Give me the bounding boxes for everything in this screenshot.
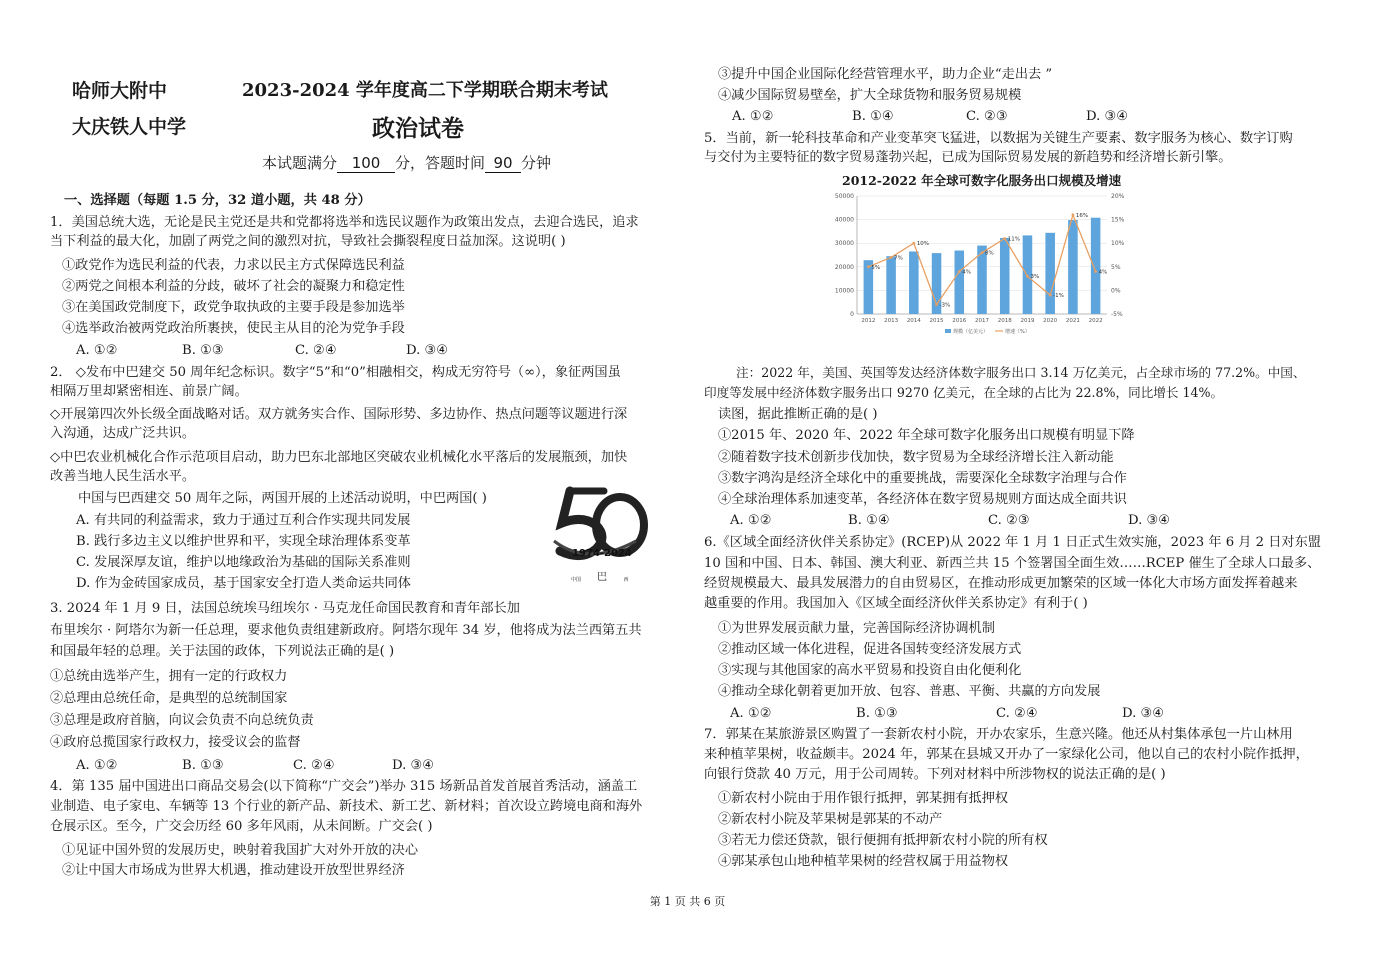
q4-option: ④减少国际贸易壁垒，扩大全球货物和服务贸易规模 xyxy=(718,88,1022,103)
growth-label: 16% xyxy=(1075,212,1089,219)
q5-stem: 与交付为主要特征的数字贸易蓬勃兴起，已成为国际贸易发展的新趋势和经济增长新引擎。 xyxy=(704,150,1232,165)
q5-choice-a: A. ①② xyxy=(730,513,772,528)
q5-note: 印度等发展中经济体数字服务出口 9270 亿美元，在全球的占比为 22.8%，同比增长 14%。 xyxy=(704,385,1224,400)
q2-text: 入沟通，达成广泛共识。 xyxy=(50,426,196,441)
q3-choice-c: C. ②④ xyxy=(293,758,335,773)
growth-point xyxy=(981,251,984,254)
q3-stem: 3. 2024 年 1 月 9 日，法国总统埃马纽埃尔 · 马克龙任命国民教育和青年部长加 xyxy=(50,601,520,616)
x-tick-label: 2022 xyxy=(1088,318,1103,324)
growth-point xyxy=(912,242,915,245)
q2-question: 中国与巴西建交 50 周年之际，两国开展的上述活动说明，中巴两国( ) xyxy=(78,491,487,506)
q3-stem: 布里埃尔 · 阿塔尔为新一任总理，要求他负责组建新政府。阿塔尔现年 34 岁，他将成为法兰西第五共 xyxy=(50,623,642,638)
y-tick-label: 0 xyxy=(850,311,854,318)
q4-option: ①见证中国外贸的发展历史，映射着我国扩大对外开放的决心 xyxy=(62,843,419,858)
exam-time: 90 xyxy=(485,154,521,173)
q7-stem: 来种植苹果树，收益颇丰。2024 年，郭某在县城又开办了一家绿化公司，他以自己的农村小院作抵押， xyxy=(704,747,1309,762)
x-tick-label: 2017 xyxy=(975,318,989,324)
q3-stem: 和国最年轻的总理。关于法国的政体，下列说法正确的是( ) xyxy=(50,644,395,659)
bar xyxy=(886,256,896,314)
growth-point xyxy=(958,270,961,273)
q3-choice-a: A. ①② xyxy=(76,758,118,773)
q6-stem: 10 国和中国、日本、韩国、澳大利亚、新西兰共 15 个签署国全面生效……RCEP 催生了全球人口最多、 xyxy=(704,556,1321,571)
q2-text: 2． ◇发布中巴建交 50 周年纪念标识。数字“5”和“0”相融相交，构成无穷符号（∞），象征两国虽 xyxy=(50,365,621,380)
q6-choice-d: D. ③④ xyxy=(1122,706,1165,721)
q6-option: ③实现与其他国家的高水平贸易和投资自由化便利化 xyxy=(718,663,1022,678)
y-tick-label: 30000 xyxy=(834,240,854,248)
q3-option: ②总理由总统任命，是典型的总统制国家 xyxy=(50,691,288,706)
growth-label: 8% xyxy=(985,250,994,257)
x-tick-label: 2013 xyxy=(884,318,899,324)
q4-stem: 业制造、电子家电、车辆等 13 个行业的新产品、新技术、新工艺、新材料；首次设立跨境电商和海外 xyxy=(50,799,643,814)
q4-choice-a: A. ①② xyxy=(732,109,774,124)
growth-label: 4% xyxy=(1098,269,1108,276)
q6-stem: 越重要的作用。我国加入《区域全面经济伙伴关系协定》有利于( ) xyxy=(704,596,1088,611)
y2-tick-label: 20% xyxy=(1111,193,1125,200)
y2-tick-label: 10% xyxy=(1111,240,1125,248)
q2-text: ◇开展第四次外长级全面战略对话。双方就务实合作、国际形势、多边协作、热点问题等议题进行深 xyxy=(50,407,628,422)
exam-title: 2023-2024 学年度高二下学期联合期末考试 xyxy=(242,80,608,101)
x-tick-label: 2016 xyxy=(952,318,967,324)
q4-choice-b: B. ①④ xyxy=(852,109,894,124)
growth-point xyxy=(1003,237,1006,240)
y-tick-label: 20000 xyxy=(834,263,854,271)
logo-text-left: 中国 xyxy=(570,577,582,583)
q1-choice-d: D. ③④ xyxy=(406,343,449,358)
q2-choice-c: C. 发展深厚友谊，维护以地缘政治为基础的国际关系准则 xyxy=(76,555,411,570)
q3-option: ①总统由选举产生，拥有一定的行政权力 xyxy=(50,669,288,684)
q5-option: ④全球治理体系加速变革，各经济体在数字贸易规则方面达成全面共识 xyxy=(718,492,1127,507)
legend-label-line: 增速（%） xyxy=(1005,329,1030,335)
q4-choice-d: D. ③④ xyxy=(1086,109,1129,124)
q6-choice-b: B. ①③ xyxy=(856,706,898,721)
growth-point xyxy=(867,265,870,268)
chart-bars xyxy=(864,218,1101,314)
growth-label: 10% xyxy=(916,241,930,248)
q2-text: 相隔万里却紧密相连、前景广阔。 xyxy=(50,384,248,399)
q5-stem: 5．当前，新一轮科技革命和产业变革突飞猛进，以数据为关键生产要素、数字服务为核心、数字订购 xyxy=(704,131,1293,146)
x-tick-label: 2015 xyxy=(929,318,944,324)
q4-stem: 仓展示区。至今，广交会历经 60 多年风雨，从未间断。广交会( ) xyxy=(50,819,433,834)
page-footer: 第 1 页 共 6 页 xyxy=(649,895,726,908)
logo-text-right: 西 xyxy=(623,577,629,583)
q3-choice-d: D. ③④ xyxy=(392,758,435,773)
growth-point xyxy=(1072,213,1075,216)
growth-point xyxy=(935,303,938,306)
growth-label: 4% xyxy=(962,269,972,276)
q3-option: ③总理是政府首脑，向议会负责不向总统负责 xyxy=(50,713,314,728)
q4-option: ③提升中国企业国际化经营管理水平，助力企业“走出去 ” xyxy=(718,67,1053,82)
q1-option: ①政党作为选民利益的代表，力求以民主方式保障选民利益 xyxy=(62,258,405,273)
growth-point xyxy=(1026,275,1029,278)
q5-note: 注：2022 年，美国、英国等发达经济体数字服务出口 3.14 万亿美元，占全球市场的 77.2%。中国、 xyxy=(736,365,1306,380)
q7-option: ④郭某承包山地种植苹果树的经营权属于用益物权 xyxy=(718,854,1009,869)
bar xyxy=(1068,220,1078,314)
anniversary-logo xyxy=(548,485,656,593)
q2-choice-b: B. 践行多边主义以维护世界和平，实现全球治理体系变革 xyxy=(76,534,411,549)
x-tick-label: 2021 xyxy=(1065,318,1080,324)
q7-option: ③若无力偿还贷款，银行便拥有抵押新农村小院的所有权 xyxy=(718,833,1048,848)
q7-option: ①新农村小院由于用作银行抵押，郭某拥有抵押权 xyxy=(718,791,1009,806)
logo-years: 1974-2024 xyxy=(572,548,632,559)
q3-option: ④政府总揽国家行政权力，接受议会的监督 xyxy=(50,735,301,750)
q2-choice-d: D. 作为金砖国家成员，基于国家安全打造人类命运共同体 xyxy=(76,576,411,591)
q1-stem: 当下利益的最大化，加剧了两党之间的激烈对抗，导致社会撕裂程度日益加深。这说明( ) xyxy=(50,234,566,249)
q2-text: 改善当地人民生活水平。 xyxy=(50,469,196,484)
q5-question: 读图，据此推断正确的是( ) xyxy=(718,407,878,422)
q5-choice-b: B. ①④ xyxy=(848,513,890,528)
growth-label: 3% xyxy=(1030,274,1040,281)
bar xyxy=(955,251,965,314)
q6-option: ①为世界发展贡献力量，完善国际经济协调机制 xyxy=(718,621,995,636)
q5-choice-d: D. ③④ xyxy=(1128,513,1171,528)
y-tick-label: 50000 xyxy=(834,193,854,200)
q1-option: ②两党之间根本利益的分歧，破坏了社会的凝聚力和稳定性 xyxy=(62,279,405,294)
q7-stem: 向银行贷款 40 万元，用于公司周转。下列对材料中所涉物权的说法正确的是( ) xyxy=(704,767,1166,782)
q7-option: ②新农村小院及苹果树是郭某的不动产 xyxy=(718,812,943,827)
q1-choice-a: A. ①② xyxy=(76,343,118,358)
q1-stem: 1．美国总统大选，无论是民主党还是共和党都将选举和选民议题作为政策出发点，去迎合选民，追求 xyxy=(50,215,639,230)
export-chart xyxy=(825,188,1135,338)
bar xyxy=(1091,218,1101,314)
growth-label: -1% xyxy=(1053,293,1064,300)
school-name-1: 哈师大附中 xyxy=(72,80,168,102)
q1-choice-b: B. ①③ xyxy=(182,343,224,358)
q1-option: ③在美国政党制度下，政党争取执政的主要手段是参加选举 xyxy=(62,300,405,315)
q5-choice-c: C. ②③ xyxy=(988,513,1030,528)
x-tick-label: 2012 xyxy=(861,318,876,324)
q4-stem: 4．第 135 届中国进出口商品交易会(以下简称“广交会”)举办 315 场新品首发首展首秀活动，涵盖工 xyxy=(50,779,638,794)
q6-choice-a: A. ①② xyxy=(730,706,772,721)
y-tick-label: 40000 xyxy=(834,216,854,224)
q2-choice-a: A. 有共同的利益需求，致力于通过互利合作实现共同发展 xyxy=(76,513,411,528)
growth-point xyxy=(1094,270,1097,273)
school-name-2: 大庆铁人中学 xyxy=(72,116,187,138)
growth-point xyxy=(890,256,893,259)
q6-option: ④推动全球化朝着更加开放、包容、普惠、平衡、共赢的方向发展 xyxy=(718,684,1101,699)
q4-option: ②让中国大市场成为世界大机遇，推动建设开放型世界经济 xyxy=(62,863,405,878)
y-tick-label: 10000 xyxy=(834,287,854,295)
logo-text-mid: 巴 xyxy=(597,572,607,583)
q5-option: ②随着数字技术创新步伐加快，数字贸易为全球经济增长注入新动能 xyxy=(718,450,1114,465)
q6-stem: 经贸规模最大、最具发展潜力的自由贸易区，在推动形成更加繁荣的区域一体化大市场方面发挥着越来 xyxy=(704,576,1298,591)
full-score: 100 xyxy=(337,154,395,173)
y2-tick-label: 15% xyxy=(1111,216,1125,224)
q4-choice-c: C. ②③ xyxy=(966,109,1008,124)
q6-option: ②推动区域一体化进程，促进各国转变经济发展方式 xyxy=(718,642,1022,657)
q2-text: ◇中巴农业机械化合作示范项目启动，助力巴东北部地区突破农业机械化水平落后的发展瓶颈，加快 xyxy=(50,450,628,465)
x-tick-label: 2014 xyxy=(906,318,921,324)
growth-label: -3% xyxy=(939,302,951,309)
x-tick-label: 2020 xyxy=(1043,318,1058,324)
chart-title: 2012-2022 年全球可数字化服务出口规模及增速 xyxy=(842,173,1122,188)
q5-option: ①2015 年、2020 年、2022 年全球可数字化服务出口规模有明显下降 xyxy=(718,428,1135,443)
growth-label: 5% xyxy=(871,264,881,271)
q3-choice-b: B. ①③ xyxy=(182,758,224,773)
bar xyxy=(1045,233,1055,314)
legend-swatch-bars xyxy=(945,329,951,333)
subject-title: 政治试卷 xyxy=(372,115,464,142)
y2-tick-label: 0% xyxy=(1111,287,1121,295)
y2-tick-label: 5% xyxy=(1111,263,1121,271)
exam-info: 本试题满分 100 分，答题时间 90 分钟 xyxy=(262,154,552,172)
bar xyxy=(1000,238,1010,314)
growth-point xyxy=(1049,294,1052,297)
x-tick-label: 2019 xyxy=(1020,318,1035,324)
q5-option: ③数字鸿沟是经济全球化中的重要挑战，需要深化全球数字治理与合作 xyxy=(718,471,1127,486)
q1-option: ④选举政治被两党政治所裹挟，使民主从目的沦为党争手段 xyxy=(62,321,405,336)
growth-label: 7% xyxy=(894,255,903,262)
q6-stem: 6.《区域全面经济伙伴关系协定》(RCEP)从 2022 年 1 月 1 日正式生效实施，2023 年 6 月 2 日对东盟 xyxy=(704,535,1321,550)
x-tick-label: 2018 xyxy=(997,318,1012,324)
q7-stem: 7．郭某在某旅游景区购置了一套新农村小院，开办农家乐，生意兴隆。他还从村集体承包一片山林用 xyxy=(704,727,1293,742)
chart-legend xyxy=(945,328,1030,335)
y2-tick-label: -5% xyxy=(1111,311,1123,318)
legend-label-bars: 规模（亿美元） xyxy=(953,329,989,335)
q6-choice-c: C. ②④ xyxy=(996,706,1038,721)
q1-choice-c: C. ②④ xyxy=(295,343,337,358)
bar xyxy=(909,251,919,314)
growth-label: 11% xyxy=(1007,236,1020,243)
section-title: 一、选择题（每题 1.5 分，32 道小题，共 48 分） xyxy=(64,193,371,208)
